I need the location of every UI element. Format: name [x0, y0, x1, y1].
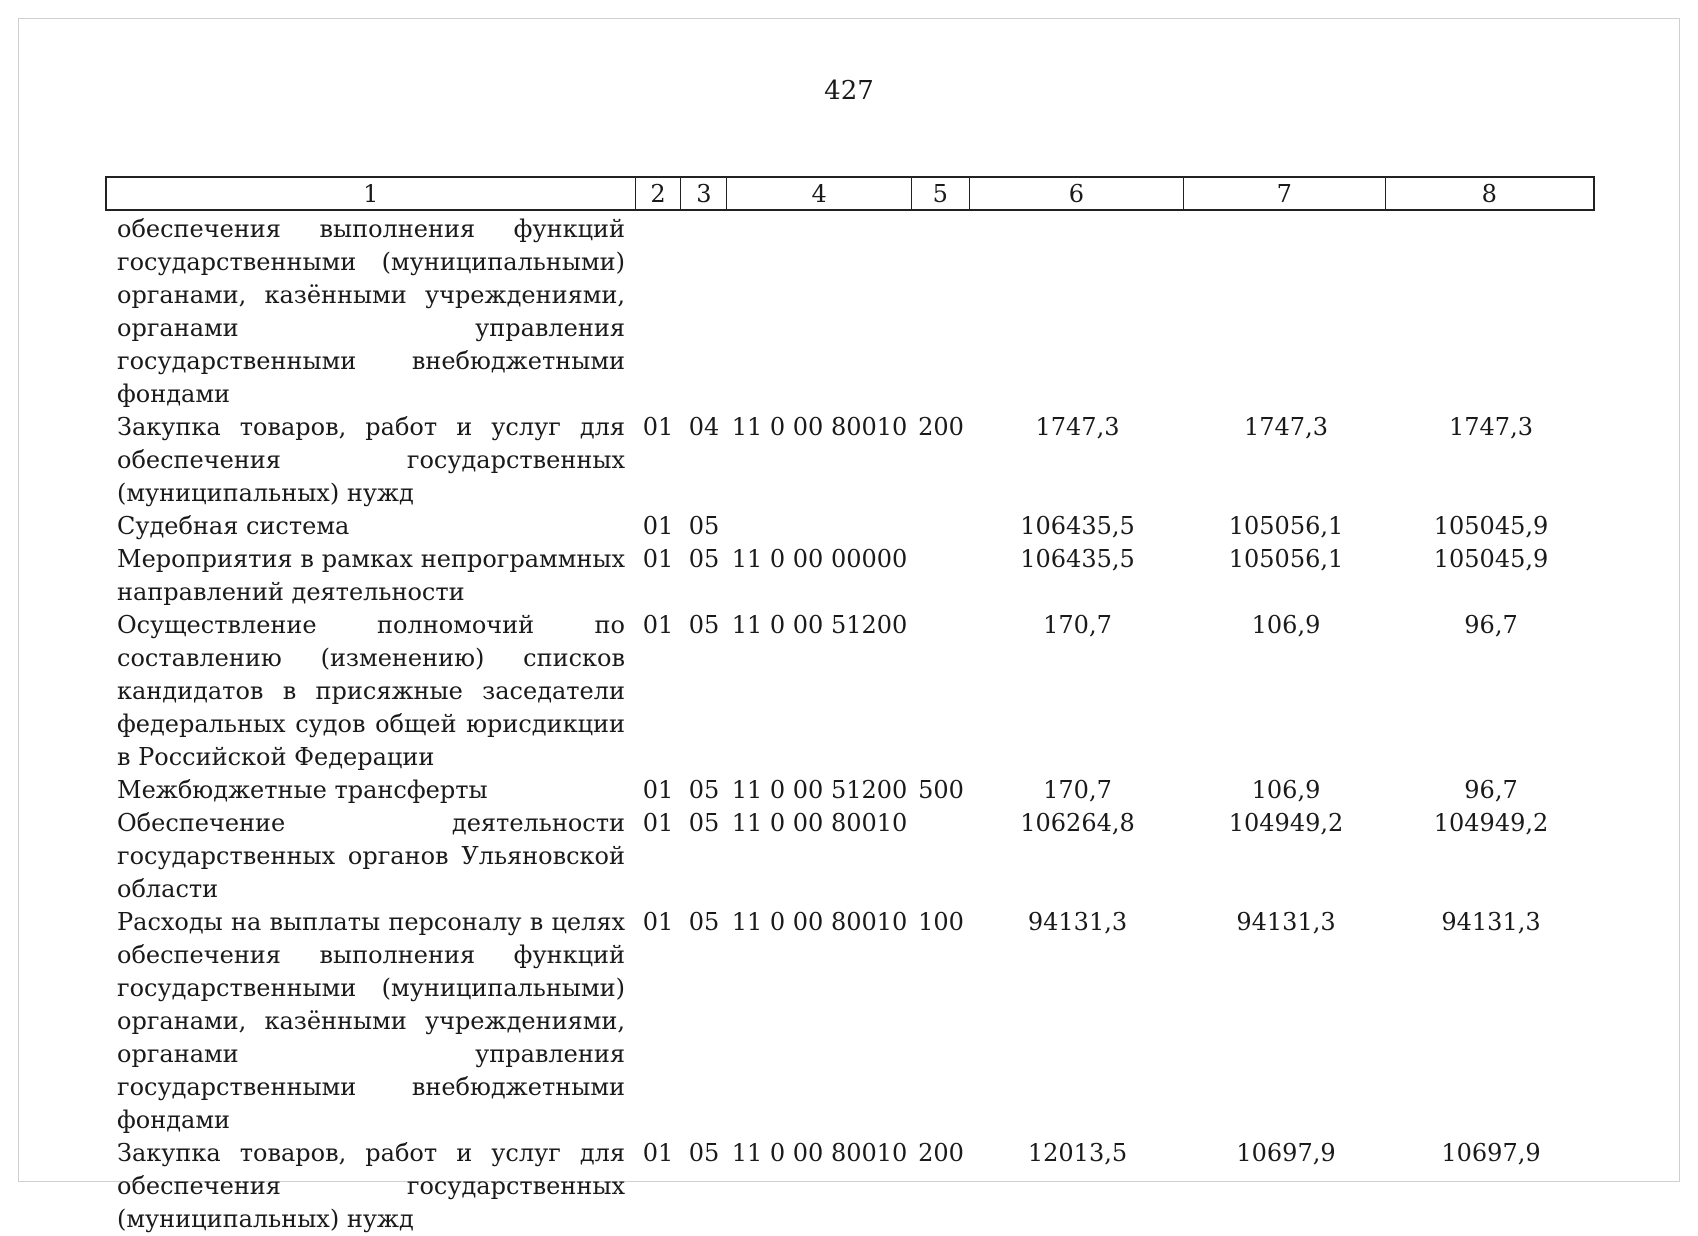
row-target-article: 11 0 00 51200	[731, 611, 908, 639]
row-description: Осуществление полномочий по составлению (изменению) списков кандидатов в присяжные заседатели федеральных судов общей юрисдикции в Российской Федерации	[117, 611, 625, 771]
table-row	[105, 774, 1595, 807]
row-section: 01	[642, 809, 674, 837]
header-col-8: 8	[1481, 179, 1497, 208]
row-target-article: 11 0 00 80010	[731, 1139, 908, 1167]
header-col-2: 2	[636, 178, 682, 209]
row-amount-col6: 106264,8	[1020, 809, 1135, 837]
header-col-3: 3	[681, 178, 727, 209]
row-target-article	[727, 213, 912, 411]
row-amount-col7: 105056,1	[1228, 545, 1344, 573]
row-section: 01	[642, 512, 674, 540]
table-row	[105, 213, 1595, 411]
row-subsection: 05	[688, 809, 720, 837]
row-amount-col8: 105045,9	[1433, 512, 1549, 540]
row-description: Судебная система	[117, 512, 350, 540]
row-subsection: 05	[688, 776, 720, 804]
table-row	[105, 543, 1595, 609]
row-description: обеспечения выполнения функций государственными (муниципальными) органами, казёнными учреждениями, органами управления государственными внебюджетными фондами	[117, 215, 625, 408]
row-amount-col7: 104949,2	[1228, 809, 1344, 837]
row-subsection: 05	[688, 545, 720, 573]
row-amount-col7	[1185, 213, 1387, 411]
row-description: Межбюджетные трансферты	[117, 776, 488, 804]
row-amount-col7: 106,9	[1251, 776, 1321, 804]
table-row	[105, 1137, 1595, 1236]
row-section: 01	[642, 413, 674, 441]
row-amount-col8: 10697,9	[1441, 1139, 1541, 1167]
row-target-article: 11 0 00 80010	[731, 809, 908, 837]
row-amount-col6: 94131,3	[1027, 908, 1128, 936]
row-section: 01	[642, 908, 674, 936]
row-amount-col8: 94131,3	[1441, 908, 1541, 936]
table-row	[105, 807, 1595, 906]
row-subsection: 04	[688, 413, 720, 441]
table-row	[105, 411, 1595, 510]
table-row	[105, 906, 1595, 1137]
row-expense-type	[912, 609, 970, 774]
row-expense-type	[912, 807, 970, 906]
row-amount-col8: 104949,2	[1433, 809, 1549, 837]
row-description: Закупка товаров, работ и услуг для обеспечения государственных (муниципальных) нужд	[117, 1139, 625, 1233]
row-description: Мероприятия в рамках непрограммных направлений деятельности	[117, 545, 625, 606]
row-target-article: 11 0 00 00000	[731, 545, 908, 573]
row-amount-col6: 12013,5	[1027, 1139, 1128, 1167]
row-amount-col8: 96,7	[1464, 776, 1518, 804]
row-expense-type: 100	[918, 908, 964, 936]
row-amount-col7: 106,9	[1251, 611, 1321, 639]
row-amount-col6	[970, 213, 1185, 411]
row-subsection: 05	[688, 512, 720, 540]
row-section: 01	[642, 776, 674, 804]
row-subsection: 05	[688, 1139, 720, 1167]
row-amount-col8	[1387, 213, 1595, 411]
row-amount-col8: 1747,3	[1449, 413, 1533, 441]
table-body	[105, 213, 1595, 1236]
row-section: 01	[642, 1139, 674, 1167]
table-header	[105, 176, 1595, 211]
row-amount-col6: 170,7	[1043, 776, 1112, 804]
row-expense-type	[912, 213, 970, 411]
header-col-6: 6	[970, 178, 1184, 209]
table-row	[105, 609, 1595, 774]
row-amount-col8: 96,7	[1464, 611, 1518, 639]
row-amount-col6: 106435,5	[1020, 512, 1135, 540]
row-amount-col6: 1747,3	[1035, 413, 1120, 441]
row-description: Обеспечение деятельности государственных органов Ульяновской области	[117, 809, 625, 903]
page-number: 427	[824, 76, 874, 106]
row-subsection: 05	[688, 908, 720, 936]
row-expense-type	[912, 510, 970, 543]
row-description: Закупка товаров, работ и услуг для обеспечения государственных (муниципальных) нужд	[117, 413, 625, 507]
row-section	[635, 213, 681, 411]
table-row	[105, 510, 1595, 543]
row-amount-col6: 106435,5	[1020, 545, 1135, 573]
row-expense-type: 500	[918, 776, 964, 804]
row-expense-type	[912, 543, 970, 609]
row-description: Расходы на выплаты персоналу в целях обеспечения выполнения функций государственными (муниципальными) органами, казёнными учреждениями, органами управления государственными внебюджетными фондами	[117, 908, 625, 1134]
row-expense-type: 200	[918, 1139, 964, 1167]
row-section: 01	[642, 545, 674, 573]
row-amount-col7: 10697,9	[1236, 1139, 1336, 1167]
row-amount-col7: 105056,1	[1228, 512, 1344, 540]
row-amount-col7: 1747,3	[1244, 413, 1328, 441]
row-subsection	[681, 213, 727, 411]
row-amount-col7: 94131,3	[1236, 908, 1336, 936]
header-col-4: 4	[727, 178, 912, 209]
row-expense-type: 200	[918, 413, 964, 441]
row-target-article: 11 0 00 80010	[731, 413, 908, 441]
row-section: 01	[642, 611, 674, 639]
row-amount-col8: 105045,9	[1433, 545, 1549, 573]
row-target-article: 11 0 00 80010	[731, 908, 908, 936]
header-col-1: 1	[107, 178, 636, 209]
header-col-7: 7	[1184, 178, 1385, 209]
row-subsection: 05	[688, 611, 720, 639]
row-amount-col6: 170,7	[1043, 611, 1112, 639]
header-col-5: 5	[912, 178, 970, 209]
row-target-article: 11 0 00 51200	[731, 776, 908, 804]
row-target-article	[727, 510, 912, 543]
